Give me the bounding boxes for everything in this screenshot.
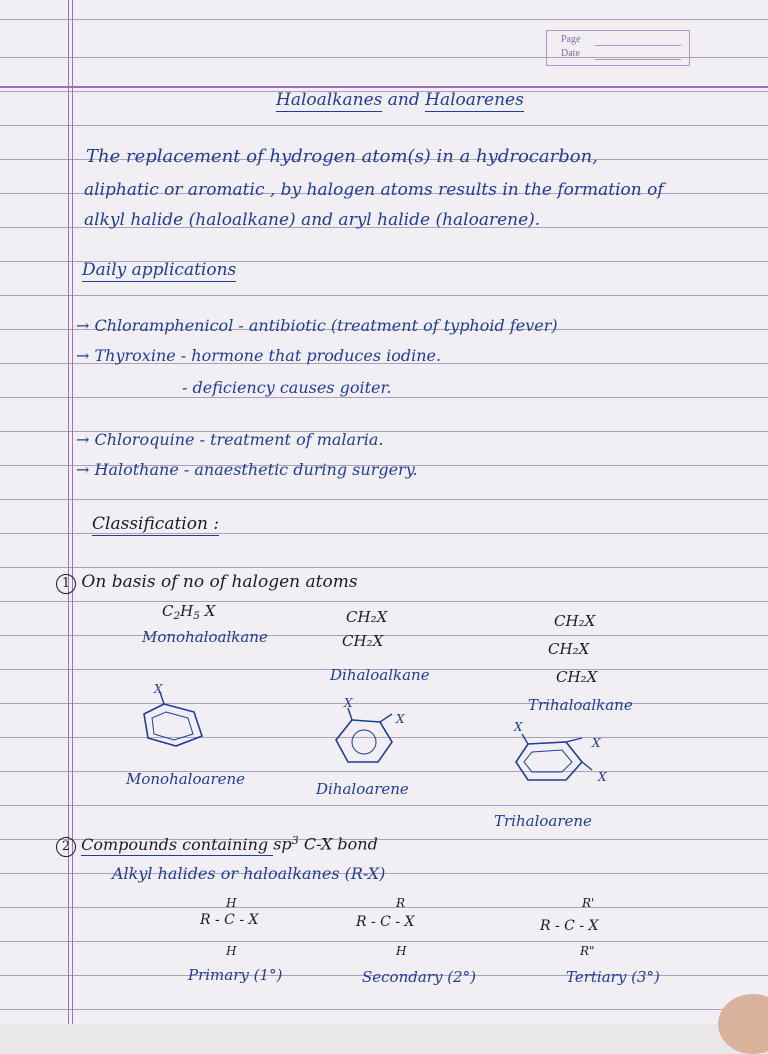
page-title: Haloalkanes and Haloarenes (276, 90, 524, 110)
tri-haloalkane-line-2: CH₂X (548, 640, 590, 658)
di-haloalkane-label: Dihaloalkane (330, 666, 430, 684)
di-haloalkane-line-1: CH₂X (346, 608, 388, 626)
section-number: 2 (56, 837, 76, 857)
application-item: → Thyroxine - hormone that produces iodine. (76, 346, 442, 365)
trihaloarene-ring (512, 736, 592, 786)
application-item: - deficiency causes goiter. (182, 378, 392, 397)
tertiary-top: R' (582, 896, 595, 910)
section-1-heading: 1 On basis of no of halogen atoms (56, 572, 358, 594)
margin-line-2 (72, 0, 73, 1024)
margin-line (68, 0, 69, 1024)
secondary-bottom: H (396, 944, 407, 958)
mono-haloalkane-label: Monohaloalkane (142, 628, 268, 646)
application-item: → Halothane - anaesthetic during surgery. (76, 460, 418, 479)
tertiary-label: Tertiary (3°) (566, 968, 660, 986)
finger-photo-edge (718, 994, 768, 1054)
tri-haloalkane-line-1: CH₂X (554, 612, 596, 630)
application-item: → Chloramphenicol - antibiotic (treatment of typhoid fever) (76, 316, 558, 335)
primary-bottom: H (226, 944, 237, 958)
tertiary-bottom: R" (580, 944, 595, 958)
secondary-formula: R - C - X (356, 914, 415, 930)
application-item: → Chloroquine - treatment of malaria. (76, 430, 384, 449)
date-label: Date (561, 48, 580, 59)
monohaloarene-label: Monohaloarene (126, 770, 246, 788)
tri-haloalkane-line-3: CH₂X (556, 668, 598, 686)
di-arene-x-1: X (344, 696, 353, 710)
primary-formula: R - C - X (200, 912, 259, 928)
monohaloarene-ring (138, 690, 208, 750)
section-number: 1 (56, 574, 76, 594)
tri-arene-x-3: X (598, 770, 607, 784)
tri-arene-x-2: X (592, 736, 601, 750)
mono-arene-x: X (154, 682, 163, 696)
page-label: Page (561, 34, 581, 45)
section-2-heading: 2 Compounds containing $sp^3$ C-X bond (56, 834, 378, 857)
applications-heading: Daily applications (82, 260, 237, 280)
primary-top: H (226, 896, 237, 910)
section-2-subheading: Alkyl halides or haloalkanes (R-X) (112, 864, 386, 883)
dihaloarene-label: Dihaloarene (316, 780, 409, 798)
top-rule (0, 86, 768, 88)
di-arene-x-2: X (396, 712, 405, 726)
tri-haloalkane-label: Trihaloalkane (528, 696, 633, 714)
tri-arene-x-1: X (514, 720, 523, 734)
secondary-label: Secondary (2°) (362, 968, 476, 986)
page-date-box (546, 30, 690, 66)
mono-haloalkane-formula: $C_2H_5$ X (162, 602, 216, 623)
secondary-top: R (396, 896, 406, 910)
di-haloalkane-line-2: CH₂X (342, 632, 384, 650)
classification-heading: Classification : (92, 514, 220, 534)
trihaloarene-label: Trihaloarene (494, 812, 592, 830)
tertiary-formula: R - C - X (540, 918, 599, 934)
intro-line-3: alkyl halide (haloalkane) and aryl halide (haloarene). (84, 210, 541, 230)
dihaloarene-ring (330, 712, 400, 770)
intro-line-2: aliphatic or aromatic , by halogen atoms results in the formation of (84, 180, 664, 200)
intro-line-1: The replacement of hydrogen atom(s) in a hydrocarbon, (86, 146, 598, 167)
primary-label: Primary (1°) (188, 966, 283, 984)
